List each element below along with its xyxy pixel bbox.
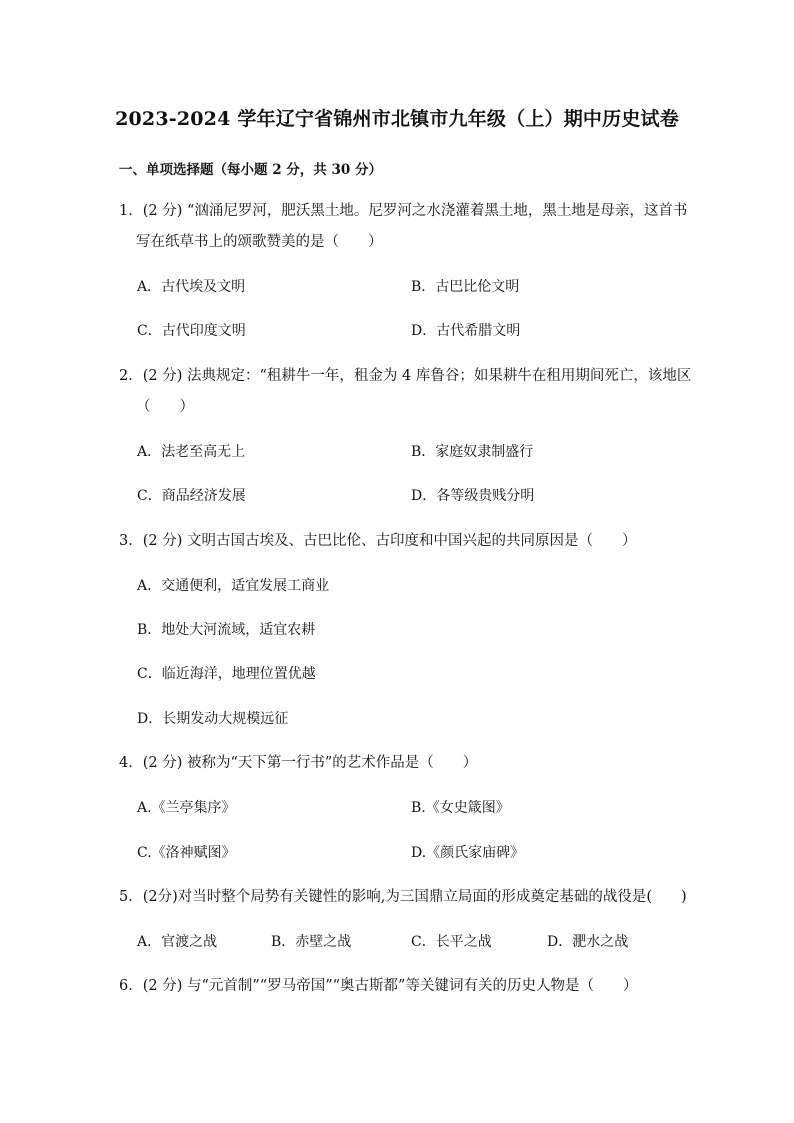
question-4-option-b[interactable]: B.《女史箴图》	[411, 800, 510, 816]
question-3-option-c[interactable]: C．临近海洋，地理位置优越	[137, 666, 316, 682]
question-4-option-d[interactable]: D.《颜氏家庙碑》	[411, 845, 525, 861]
exam-title: 2023-2024 学年辽宁省锦州市北镇市九年级（上）期中历史试卷	[115, 108, 679, 130]
question-2-option-c[interactable]: C．商品经济发展	[137, 488, 246, 504]
question-5-option-b[interactable]: B．赤壁之战	[271, 934, 352, 950]
question-4-option-a[interactable]: A.《兰亭集序》	[137, 800, 236, 816]
question-2-text: 2．(2 分) 法典规定：“租耕牛一年，租金为 4 库鲁谷；如果耕牛在租用期间死亡，该地区	[119, 368, 692, 384]
question-1-text-cont: 写在纸草书上的颂歌赞美的是（ ）	[136, 234, 383, 250]
question-1-text: 1．(2 分) “汹涌尼罗河，肥沃黑土地。尼罗河之水浇灌着黑土地，黑土地是母亲，这首书	[119, 203, 688, 219]
question-1-option-d[interactable]: D．古代希腊文明	[411, 323, 521, 339]
question-4-text: 4．(2 分) 被称为“天下第一行书”的艺术作品是（ ）	[119, 755, 478, 771]
question-5-text: 5．(2分)对当时整个局势有关键性的影响,为三国鼎立局面的形成奠定基础的战役是( )	[119, 889, 687, 905]
question-5-option-a[interactable]: A．官渡之战	[137, 934, 218, 950]
question-6-text: 6．(2 分) 与“元首制”“罗马帝国”“奥古斯都”等关键词有关的历史人物是（ ）	[119, 978, 638, 994]
question-1-option-c[interactable]: C．古代印度文明	[137, 323, 246, 339]
question-4-option-c[interactable]: C.《洛神赋图》	[137, 845, 236, 861]
question-2-option-a[interactable]: A．法老至高无上	[137, 444, 246, 460]
question-2-option-d[interactable]: D．各等级贵贱分明	[411, 488, 535, 504]
question-3-text: 3．(2 分) 文明古国古埃及、古巴比伦、古印度和中国兴起的共同原因是（ ）	[119, 533, 637, 549]
question-3-option-a[interactable]: A．交通便利，适宜发展工商业	[137, 578, 330, 594]
question-1-option-a[interactable]: A．古代埃及文明	[137, 279, 246, 295]
question-5-option-d[interactable]: D．淝水之战	[547, 934, 629, 950]
question-3-option-d[interactable]: D．长期发动大规模远征	[137, 711, 289, 727]
section-heading: 一、单项选择题（每小题 2 分，共 30 分）	[119, 162, 382, 178]
question-2-option-b[interactable]: B．家庭奴隶制盛行	[411, 444, 534, 460]
question-1-option-b[interactable]: B．古巴比伦文明	[411, 279, 520, 295]
question-2-text-cont: （ ）	[136, 399, 194, 415]
question-3-option-b[interactable]: B．地处大河流域，适宜农耕	[137, 622, 316, 638]
question-5-option-c[interactable]: C．长平之战	[411, 934, 492, 950]
